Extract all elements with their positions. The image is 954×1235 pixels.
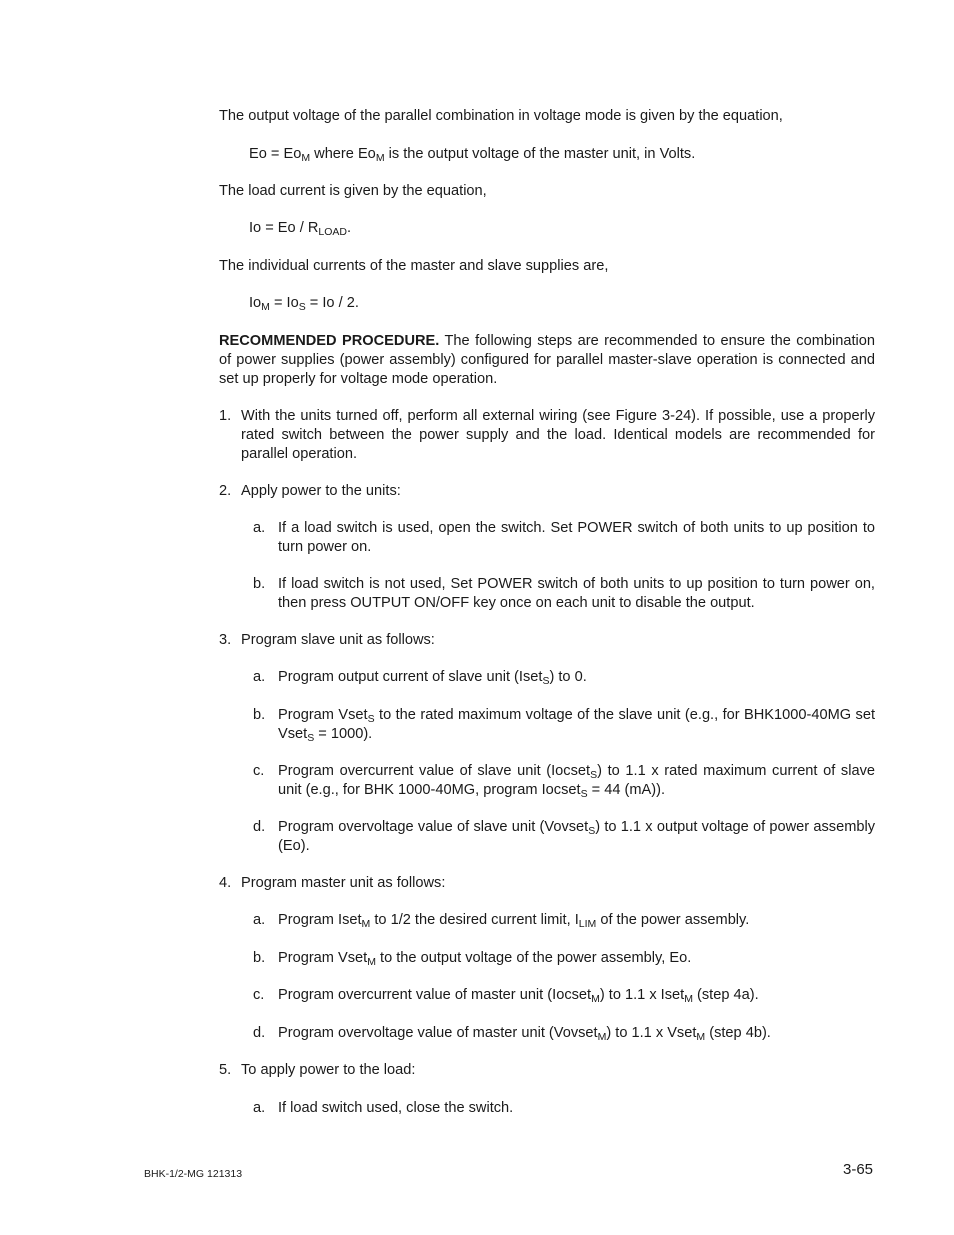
substep-text: If load switch used, close the switch.	[278, 1100, 514, 1116]
substep-text: Program Vset$_M$ to the output voltage of the power assembly, Eo.	[278, 950, 692, 968]
substep-letter: b.	[253, 707, 266, 723]
intro-paragraph: The output voltage of the parallel combination in voltage mode is given by the equation,	[219, 108, 783, 124]
substep-letter: c.	[253, 987, 265, 1003]
substep-text: If load switch is not used, Set POWER switch of both units to up position to turn power on, then press OUTPUT ON/OFF key once on each unit to disable the output.	[278, 576, 875, 611]
substep-letter: a.	[253, 669, 266, 685]
procedure-heading: RECOMMENDED PROCEDURE.	[219, 333, 440, 349]
step-text: To apply power to the load:	[241, 1062, 416, 1078]
step-number: 1.	[219, 408, 232, 424]
load-current-intro: The load current is given by the equation,	[219, 183, 487, 199]
step-text: Apply power to the units:	[241, 483, 401, 499]
substep-letter: b.	[253, 950, 266, 966]
substep-letter: b.	[253, 576, 266, 592]
substep-text: Program overcurrent value of slave unit (Iocset$_S$) to 1.1 x rated maximum current of slave unit (e.g., for BHK 1000-40MG, program Iocset$_S$ = 44 (mA)).	[278, 763, 875, 800]
substep-text: If a load switch is used, open the switch. Set POWER switch of both units to up position to turn power on.	[278, 520, 875, 555]
substep-letter: a.	[253, 520, 266, 536]
substep-text: Program Iset$_M$ to 1/2 the desired current limit, $I_{LIM}$ of the power assembly.	[278, 912, 750, 930]
step-text: Program master unit as follows:	[241, 875, 446, 891]
substep-text: Program Vset$_S$ to the rated maximum voltage of the slave unit (e.g., for BHK1000-40MG set Vset$_S$ = 1000).	[278, 707, 876, 744]
substep-letter: d.	[253, 1025, 266, 1041]
step-number: 2.	[219, 483, 232, 499]
step-number: 5.	[219, 1062, 232, 1078]
step-text: With the units turned off, perform all external wiring (see Figure 3-24). If possible, use a properly rated switch between the power supply and the load. Identical models are recommended for parallel operation.	[241, 408, 875, 462]
step-number: 4.	[219, 875, 232, 891]
equation-eo: $Eo = Eo_M$ where $Eo_M$ is the output voltage of the master unit, in Volts.	[249, 146, 696, 164]
substep-letter: c.	[253, 763, 265, 779]
substep-letter: d.	[253, 819, 266, 835]
procedure-paragraph: RECOMMENDED PROCEDURE. The following steps are recommended to ensure the combination of power supplies (power assembly) configured for parallel master-slave operation is connected and set up properly for voltage mode operation.	[219, 333, 875, 387]
substep-text: Program output current of slave unit (Iset$_S$) to 0.	[278, 669, 587, 687]
substep-text: Program overcurrent value of master unit (Iocset$_M$) to 1.1 x Iset$_M$ (step 4a).	[278, 987, 759, 1005]
step-text: Program slave unit as follows:	[241, 632, 435, 648]
substep-letter: a.	[253, 912, 266, 928]
step-number: 3.	[219, 632, 232, 648]
substep-text: Program overvoltage value of slave unit (Vovset$_S$) to 1.1 x output voltage of power assembly (Eo).	[278, 819, 876, 854]
footer-doc-id: BHK-1/2-MG 121313	[144, 1168, 243, 1180]
substep-letter: a.	[253, 1100, 266, 1116]
substep-text: Program overvoltage value of master unit (Vovset$_M$) to 1.1 x Vset$_M$ (step 4b).	[278, 1025, 771, 1043]
equation-io: $Io = Eo / R_{LOAD}$.	[249, 220, 352, 238]
footer-page-number: 3-65	[843, 1161, 874, 1178]
equation-currents: $Io_M = Io_S = Io / 2$.	[249, 295, 359, 313]
currents-intro: The individual currents of the master and slave supplies are,	[219, 258, 609, 274]
